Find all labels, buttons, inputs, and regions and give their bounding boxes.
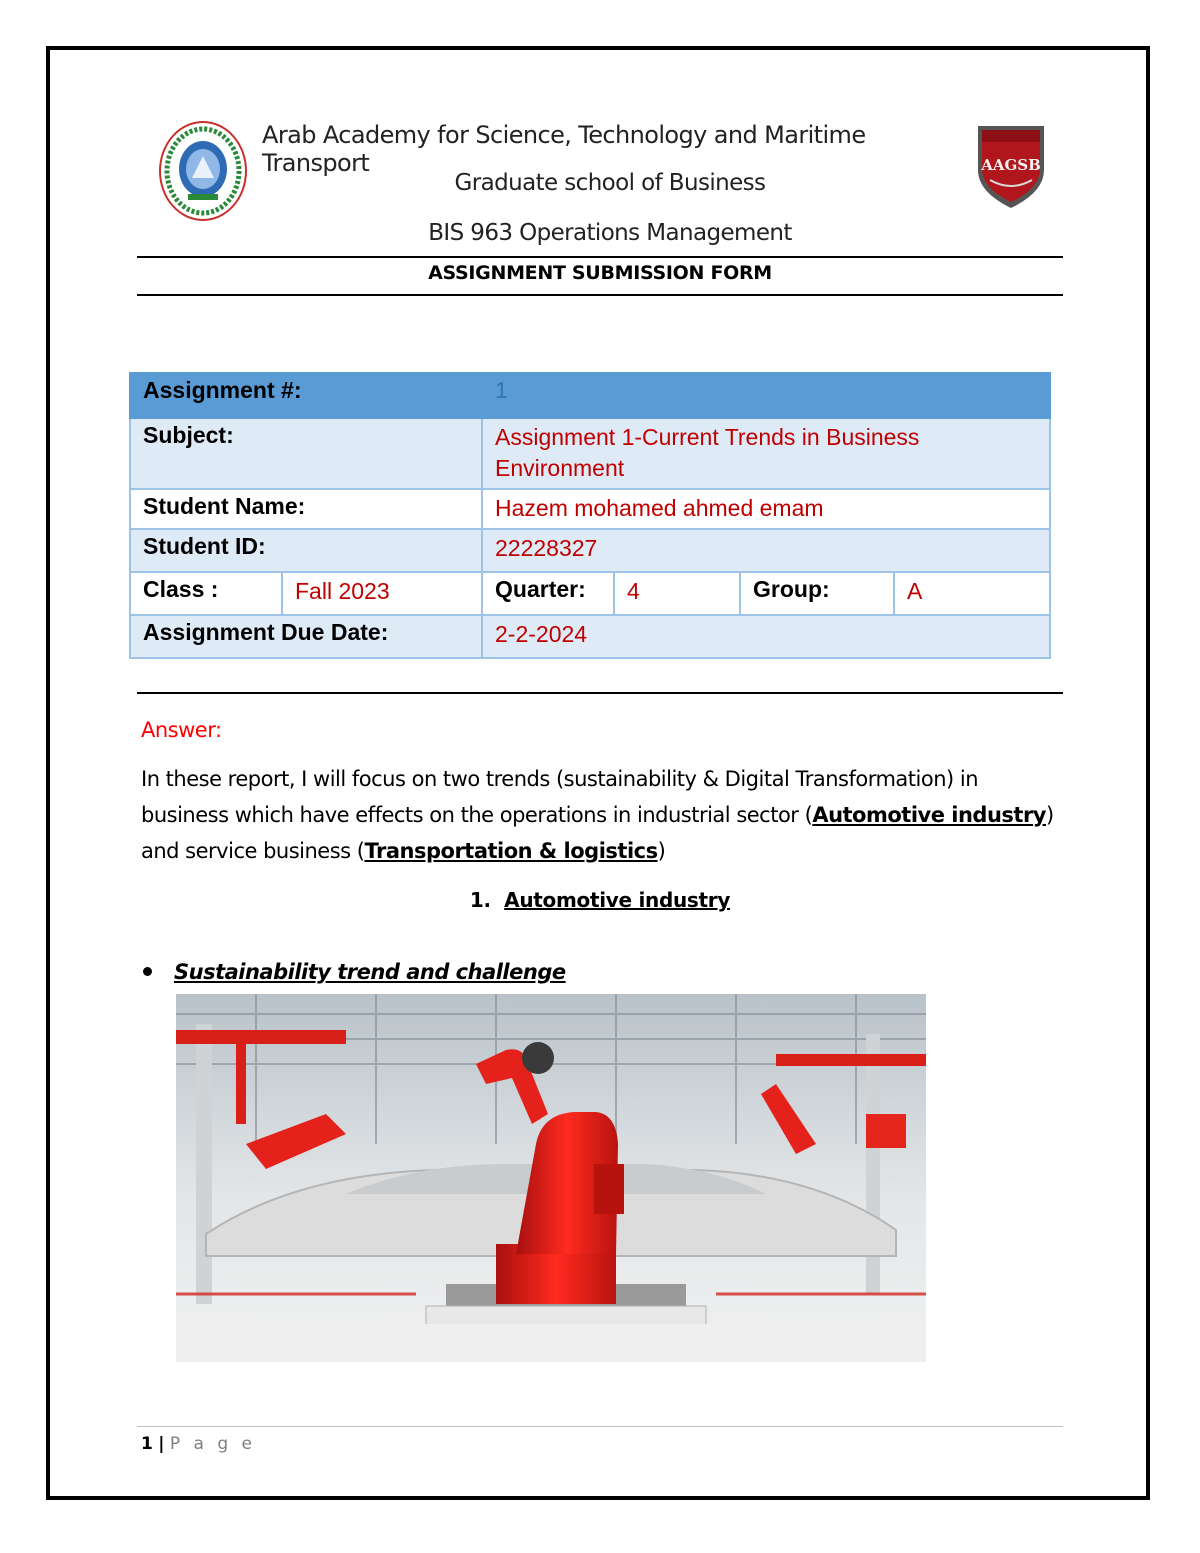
- form-title: ASSIGNMENT SUBMISSION FORM: [428, 262, 772, 284]
- due-date-value: 2-2-2024: [482, 615, 1050, 658]
- body-rule: [137, 692, 1063, 694]
- intro-text-3: ): [657, 839, 666, 863]
- factory-robot-photo: [176, 994, 926, 1362]
- assignment-number-label: Assignment #:: [130, 373, 482, 418]
- subject-label: Subject:: [130, 418, 482, 489]
- group-value: A: [894, 572, 1050, 615]
- student-name-label: Student Name:: [130, 489, 482, 529]
- submission-form-table: [129, 372, 1051, 659]
- assignment-number-value: 1: [482, 373, 1050, 418]
- intro-paragraph: [141, 761, 1061, 869]
- student-id-value: 22228327: [482, 529, 1050, 572]
- intro-text-1: In these report, I will focus on two trends (sustainability & Digital Transformation) in business which have effects on the operations in industrial sector (: [141, 767, 979, 827]
- institution-name: Arab Academy for Science, Technology and Maritime Transport: [262, 121, 866, 177]
- header-rule-bottom: [137, 294, 1063, 296]
- row-student-name: [130, 489, 1050, 529]
- bullet-item: [143, 960, 566, 984]
- student-name-value: Hazem mohamed ahmed emam: [482, 489, 1050, 529]
- academy-seal-logo: [158, 120, 248, 222]
- quarter-value: 4: [614, 572, 740, 615]
- footer-separator: |: [158, 1434, 165, 1454]
- class-value: Fall 2023: [282, 572, 482, 615]
- header-rule-top: [137, 256, 1063, 258]
- footer-rule: [137, 1426, 1063, 1427]
- intro-link-transportation: Transportation & logistics: [364, 839, 658, 863]
- row-due-date: [130, 615, 1050, 658]
- subject-value: Assignment 1-Current Trends in Business Environment: [482, 418, 1050, 489]
- intro-link-automotive: Automotive industry: [812, 803, 1046, 827]
- row-subject: [130, 418, 1050, 489]
- bullet-dot-icon: [143, 967, 152, 976]
- quarter-label: Quarter:: [482, 572, 614, 615]
- answer-label: Answer:: [141, 718, 222, 742]
- row-student-id: [130, 529, 1050, 572]
- intro-text-2: ) and service business (: [141, 803, 1054, 863]
- course-name: BIS 963 Operations Management: [428, 220, 792, 246]
- student-id-label: Student ID:: [130, 529, 482, 572]
- row-assignment-number: [130, 373, 1050, 418]
- school-name: Graduate school of Business: [454, 170, 766, 196]
- page-label: P a g e: [169, 1434, 257, 1454]
- bullet-title: Sustainability trend and challenge: [174, 960, 566, 984]
- class-label: Class :: [130, 572, 282, 615]
- aagsb-shield-logo: [972, 120, 1050, 210]
- page-footer: [141, 1434, 256, 1454]
- section-number: 1.: [469, 888, 491, 912]
- section-title: Automotive industry: [504, 888, 731, 912]
- page-number: 1: [141, 1434, 153, 1454]
- due-date-label: Assignment Due Date:: [130, 615, 482, 658]
- row-class-quarter-group: [130, 572, 1050, 615]
- aagsb-logo-text: AAGSB: [981, 156, 1041, 174]
- section-heading: [137, 888, 1063, 912]
- group-label: Group:: [740, 572, 894, 615]
